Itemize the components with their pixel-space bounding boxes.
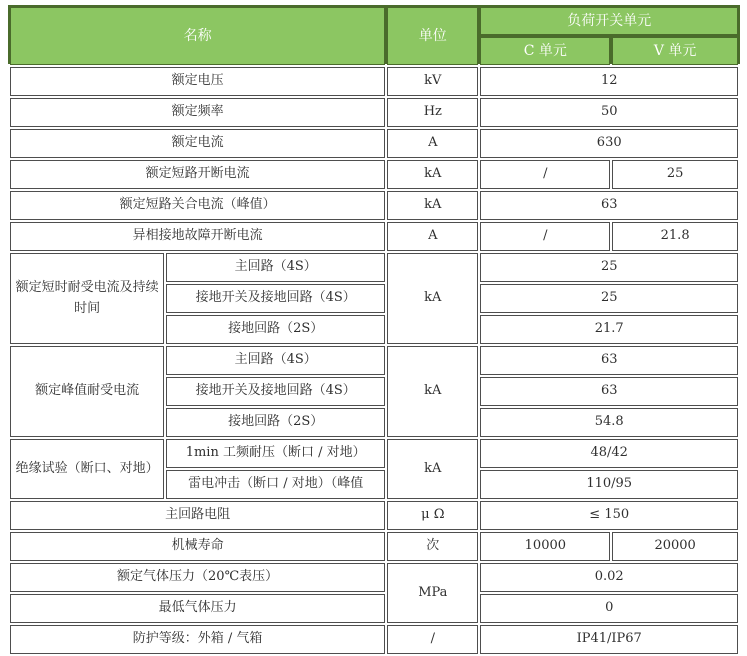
row-value: 25 (480, 253, 738, 282)
table-row (10, 191, 738, 220)
row-unit: Hz (387, 98, 478, 127)
sub-label: 接地回路（2S） (166, 408, 385, 437)
table-body (10, 67, 738, 654)
table-row (10, 67, 738, 96)
row-value: 54.8 (480, 408, 738, 437)
row-unit: kA (387, 253, 478, 344)
row-value: IP41/IP67 (480, 625, 738, 654)
table-row (10, 594, 738, 623)
row-unit: / (387, 625, 478, 654)
row-unit: kA (387, 160, 478, 189)
row-value: 63 (480, 346, 738, 375)
row-value-v: 25 (612, 160, 738, 189)
row-unit: A (387, 129, 478, 158)
table-row (10, 253, 738, 282)
row-value: 110/95 (480, 470, 738, 499)
row-value: 63 (480, 191, 738, 220)
row-unit: MPa (387, 563, 478, 623)
sub-label: 主回路（4S） (166, 253, 385, 282)
table-header (10, 7, 738, 65)
row-value-c: / (480, 222, 610, 251)
group-label: 绝缘试验（断口、对地） (10, 439, 164, 499)
sub-label: 1min 工频耐压（断口 / 对地） (166, 439, 385, 468)
header-name: 名称 (10, 7, 385, 65)
row-value: ≤ 150 (480, 501, 738, 530)
table-row (10, 501, 738, 530)
header-row-1 (10, 7, 738, 35)
row-label: 额定短路关合电流（峰值） (10, 191, 385, 220)
row-label: 异相接地故障开断电流 (10, 222, 385, 251)
table-row (10, 563, 738, 592)
row-label: 额定电压 (10, 67, 385, 96)
row-value-v: 20000 (612, 532, 738, 561)
sub-label: 接地开关及接地回路（4S） (166, 377, 385, 406)
table-row (10, 532, 738, 561)
row-value: 48/42 (480, 439, 738, 468)
row-value: 0 (480, 594, 738, 623)
row-unit: kA (387, 191, 478, 220)
row-value: 21.7 (480, 315, 738, 344)
row-label: 最低气体压力 (10, 594, 385, 623)
header-unit-group: 负荷开关单元 (480, 7, 738, 35)
header-col-c: C 单元 (480, 37, 610, 65)
row-label: 额定频率 (10, 98, 385, 127)
row-label: 防护等级：外箱 / 气箱 (10, 625, 385, 654)
row-label: 主回路电阻 (10, 501, 385, 530)
sub-label: 雷电冲击（断口 / 对地）（峰值 (166, 470, 385, 499)
table-row (10, 129, 738, 158)
row-unit: 次 (387, 532, 478, 561)
sub-label: 接地回路（2S） (166, 315, 385, 344)
table-row (10, 346, 738, 375)
group-label: 额定短时耐受电流及持续时间 (10, 253, 164, 344)
row-value-c: / (480, 160, 610, 189)
table-row (10, 98, 738, 127)
row-label: 额定气体压力（20℃表压） (10, 563, 385, 592)
row-value: 25 (480, 284, 738, 313)
table-row (10, 439, 738, 468)
table-row (10, 222, 738, 251)
row-value-v: 21.8 (612, 222, 738, 251)
row-value: 0.02 (480, 563, 738, 592)
row-unit: kV (387, 67, 478, 96)
row-label: 额定短路开断电流 (10, 160, 385, 189)
table-row (10, 625, 738, 654)
row-value-c: 10000 (480, 532, 610, 561)
table-row (10, 160, 738, 189)
group-label: 额定峰值耐受电流 (10, 346, 164, 437)
row-value: 630 (480, 129, 738, 158)
row-value: 50 (480, 98, 738, 127)
row-value: 12 (480, 67, 738, 96)
row-unit: kA (387, 439, 478, 499)
header-unit: 单位 (387, 7, 478, 65)
sub-label: 接地开关及接地回路（4S） (166, 284, 385, 313)
row-unit: μ Ω (387, 501, 478, 530)
row-unit: A (387, 222, 478, 251)
row-unit: kA (387, 346, 478, 437)
sub-label: 主回路（4S） (166, 346, 385, 375)
row-label: 额定电流 (10, 129, 385, 158)
spec-table (8, 5, 740, 656)
row-label: 机械寿命 (10, 532, 385, 561)
header-col-v: V 单元 (612, 37, 738, 65)
row-value: 63 (480, 377, 738, 406)
